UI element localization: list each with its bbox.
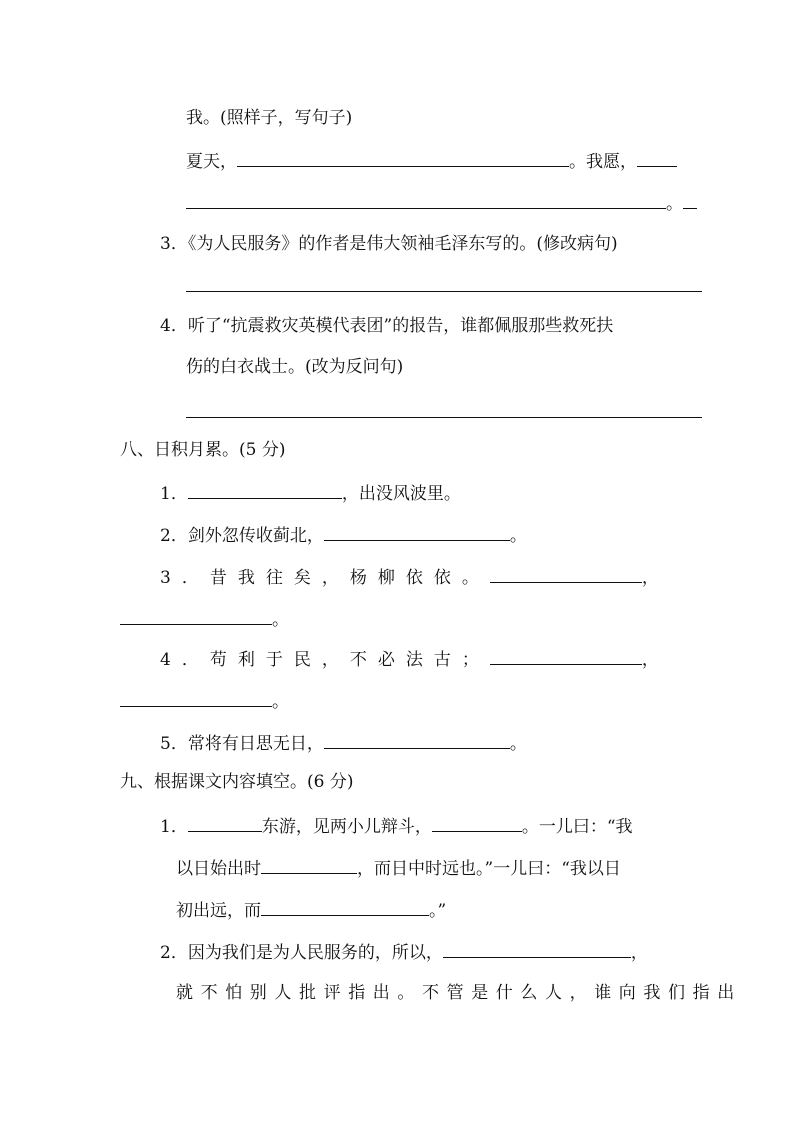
q9-item2-blank[interactable] bbox=[443, 939, 631, 958]
q7-item3-text: 《为人民服务》的作者是伟大领袖毛泽东写的。(修改病句) bbox=[187, 234, 618, 254]
q7-item2-summer: 夏天， bbox=[186, 152, 237, 172]
q7-item2-blank-tail bbox=[683, 190, 697, 209]
q7-item4-text1: 听了“抗震救灾英模代表团”的报告，谁都佩服那些救死扶 bbox=[187, 316, 614, 336]
q8-item1-text: ，出没风波里。 bbox=[341, 484, 461, 504]
q9-item1-text-b: 。一儿曰：“我 bbox=[521, 817, 633, 837]
q7-item2-line2 bbox=[186, 190, 697, 214]
q8-item3-blank2[interactable] bbox=[120, 606, 272, 625]
q8-item4-text: 苟利于民，不必法古； bbox=[209, 650, 490, 670]
q9-item2 bbox=[160, 939, 648, 963]
q9-item1-line2-b: ，而日中时远也。”一儿曰：“我以日 bbox=[357, 859, 621, 879]
q7-item4-text2: 伤的白衣战士。(改为反问句) bbox=[186, 357, 404, 377]
q8-item5-number: 5． bbox=[160, 734, 188, 754]
q7-item4-number: 4． bbox=[160, 316, 188, 336]
q9-item1-line2 bbox=[176, 855, 621, 879]
q9-item1-blank1[interactable] bbox=[188, 813, 262, 832]
q9-item1-line2-a: 以日始出时 bbox=[176, 859, 261, 879]
q8-item4-line2 bbox=[120, 688, 289, 712]
q7-item3 bbox=[160, 232, 618, 256]
q7-item2-blank-wish[interactable] bbox=[637, 148, 677, 167]
q8-item2-number: 2． bbox=[160, 526, 188, 546]
q7-item3-number: 3． bbox=[160, 234, 188, 254]
q8-item5-text: 常将有日思无日， bbox=[187, 734, 324, 754]
q9-item2-line2 bbox=[176, 981, 742, 1005]
q9-item1-line3-a: 初出远，而 bbox=[176, 901, 261, 921]
q8-item4-end: 。 bbox=[272, 692, 289, 712]
q8-item5-end: 。 bbox=[509, 734, 527, 754]
q8-item2-text: 剑外忽传收蓟北， bbox=[187, 526, 324, 546]
q8-item3-blank1[interactable] bbox=[490, 564, 642, 583]
q7-item3-answer-line[interactable] bbox=[186, 291, 702, 292]
q8-item5 bbox=[160, 730, 527, 754]
q8-item3-comma: ， bbox=[641, 568, 659, 588]
q9-item1-line3 bbox=[176, 897, 446, 921]
q9-item1-text-a: 东游，见两小儿辩斗， bbox=[261, 817, 432, 837]
q7-item2-end: 。 bbox=[666, 194, 683, 214]
q9-heading: 九、根据课文内容填空。(6 分) bbox=[120, 772, 354, 792]
q7-item2-line bbox=[186, 148, 677, 172]
q8-item3-number: 3． bbox=[160, 568, 210, 588]
q8-item1 bbox=[160, 480, 461, 504]
q9-item1-blank3[interactable] bbox=[261, 855, 357, 874]
q9-item2-number: 2． bbox=[160, 943, 188, 963]
q9-item1-blank2[interactable] bbox=[432, 813, 522, 832]
q8-item3-line2 bbox=[120, 606, 289, 630]
q8-item2-end: 。 bbox=[509, 526, 527, 546]
q7-item4-answer-line[interactable] bbox=[186, 417, 702, 418]
q8-item1-number: 1． bbox=[160, 484, 188, 504]
q9-item1-number: 1． bbox=[160, 817, 188, 837]
q9-item1 bbox=[160, 813, 633, 837]
q8-item1-blank[interactable] bbox=[188, 480, 342, 499]
q8-heading: 八、日积月累。(5 分) bbox=[120, 440, 286, 460]
q8-item3-text: 昔我往矣，杨柳依依。 bbox=[209, 568, 490, 588]
q9-item2-text: 因为我们是为人民服务的，所以， bbox=[187, 943, 443, 963]
q8-item2-blank[interactable] bbox=[324, 522, 510, 541]
q8-item3-end: 。 bbox=[272, 610, 289, 630]
q8-item4 bbox=[160, 646, 659, 670]
q8-item5-blank[interactable] bbox=[324, 730, 510, 749]
q7-item2-wish: 。我愿， bbox=[569, 152, 637, 172]
q7-item2-blank-summer[interactable] bbox=[237, 148, 569, 167]
q7-item2-tail: 我。(照样子，写句子) bbox=[186, 108, 353, 128]
q8-item2 bbox=[160, 522, 527, 546]
q8-item4-comma: ， bbox=[641, 650, 659, 670]
q7-item4 bbox=[160, 314, 613, 338]
q9-item2-line2-text: 就不怕别人批评指出。不管是什么人，谁向我们指出 bbox=[176, 983, 742, 1003]
q8-item4-blank2[interactable] bbox=[120, 688, 272, 707]
q9-item2-comma: ， bbox=[630, 943, 648, 963]
q9-item1-blank4[interactable] bbox=[261, 897, 429, 916]
q9-item1-line3-b: 。” bbox=[429, 901, 447, 921]
q8-item4-number: 4． bbox=[160, 650, 210, 670]
q8-item3 bbox=[160, 564, 659, 588]
q8-item4-blank1[interactable] bbox=[490, 646, 642, 665]
q7-item2-blank-wish-cont[interactable] bbox=[186, 190, 666, 209]
